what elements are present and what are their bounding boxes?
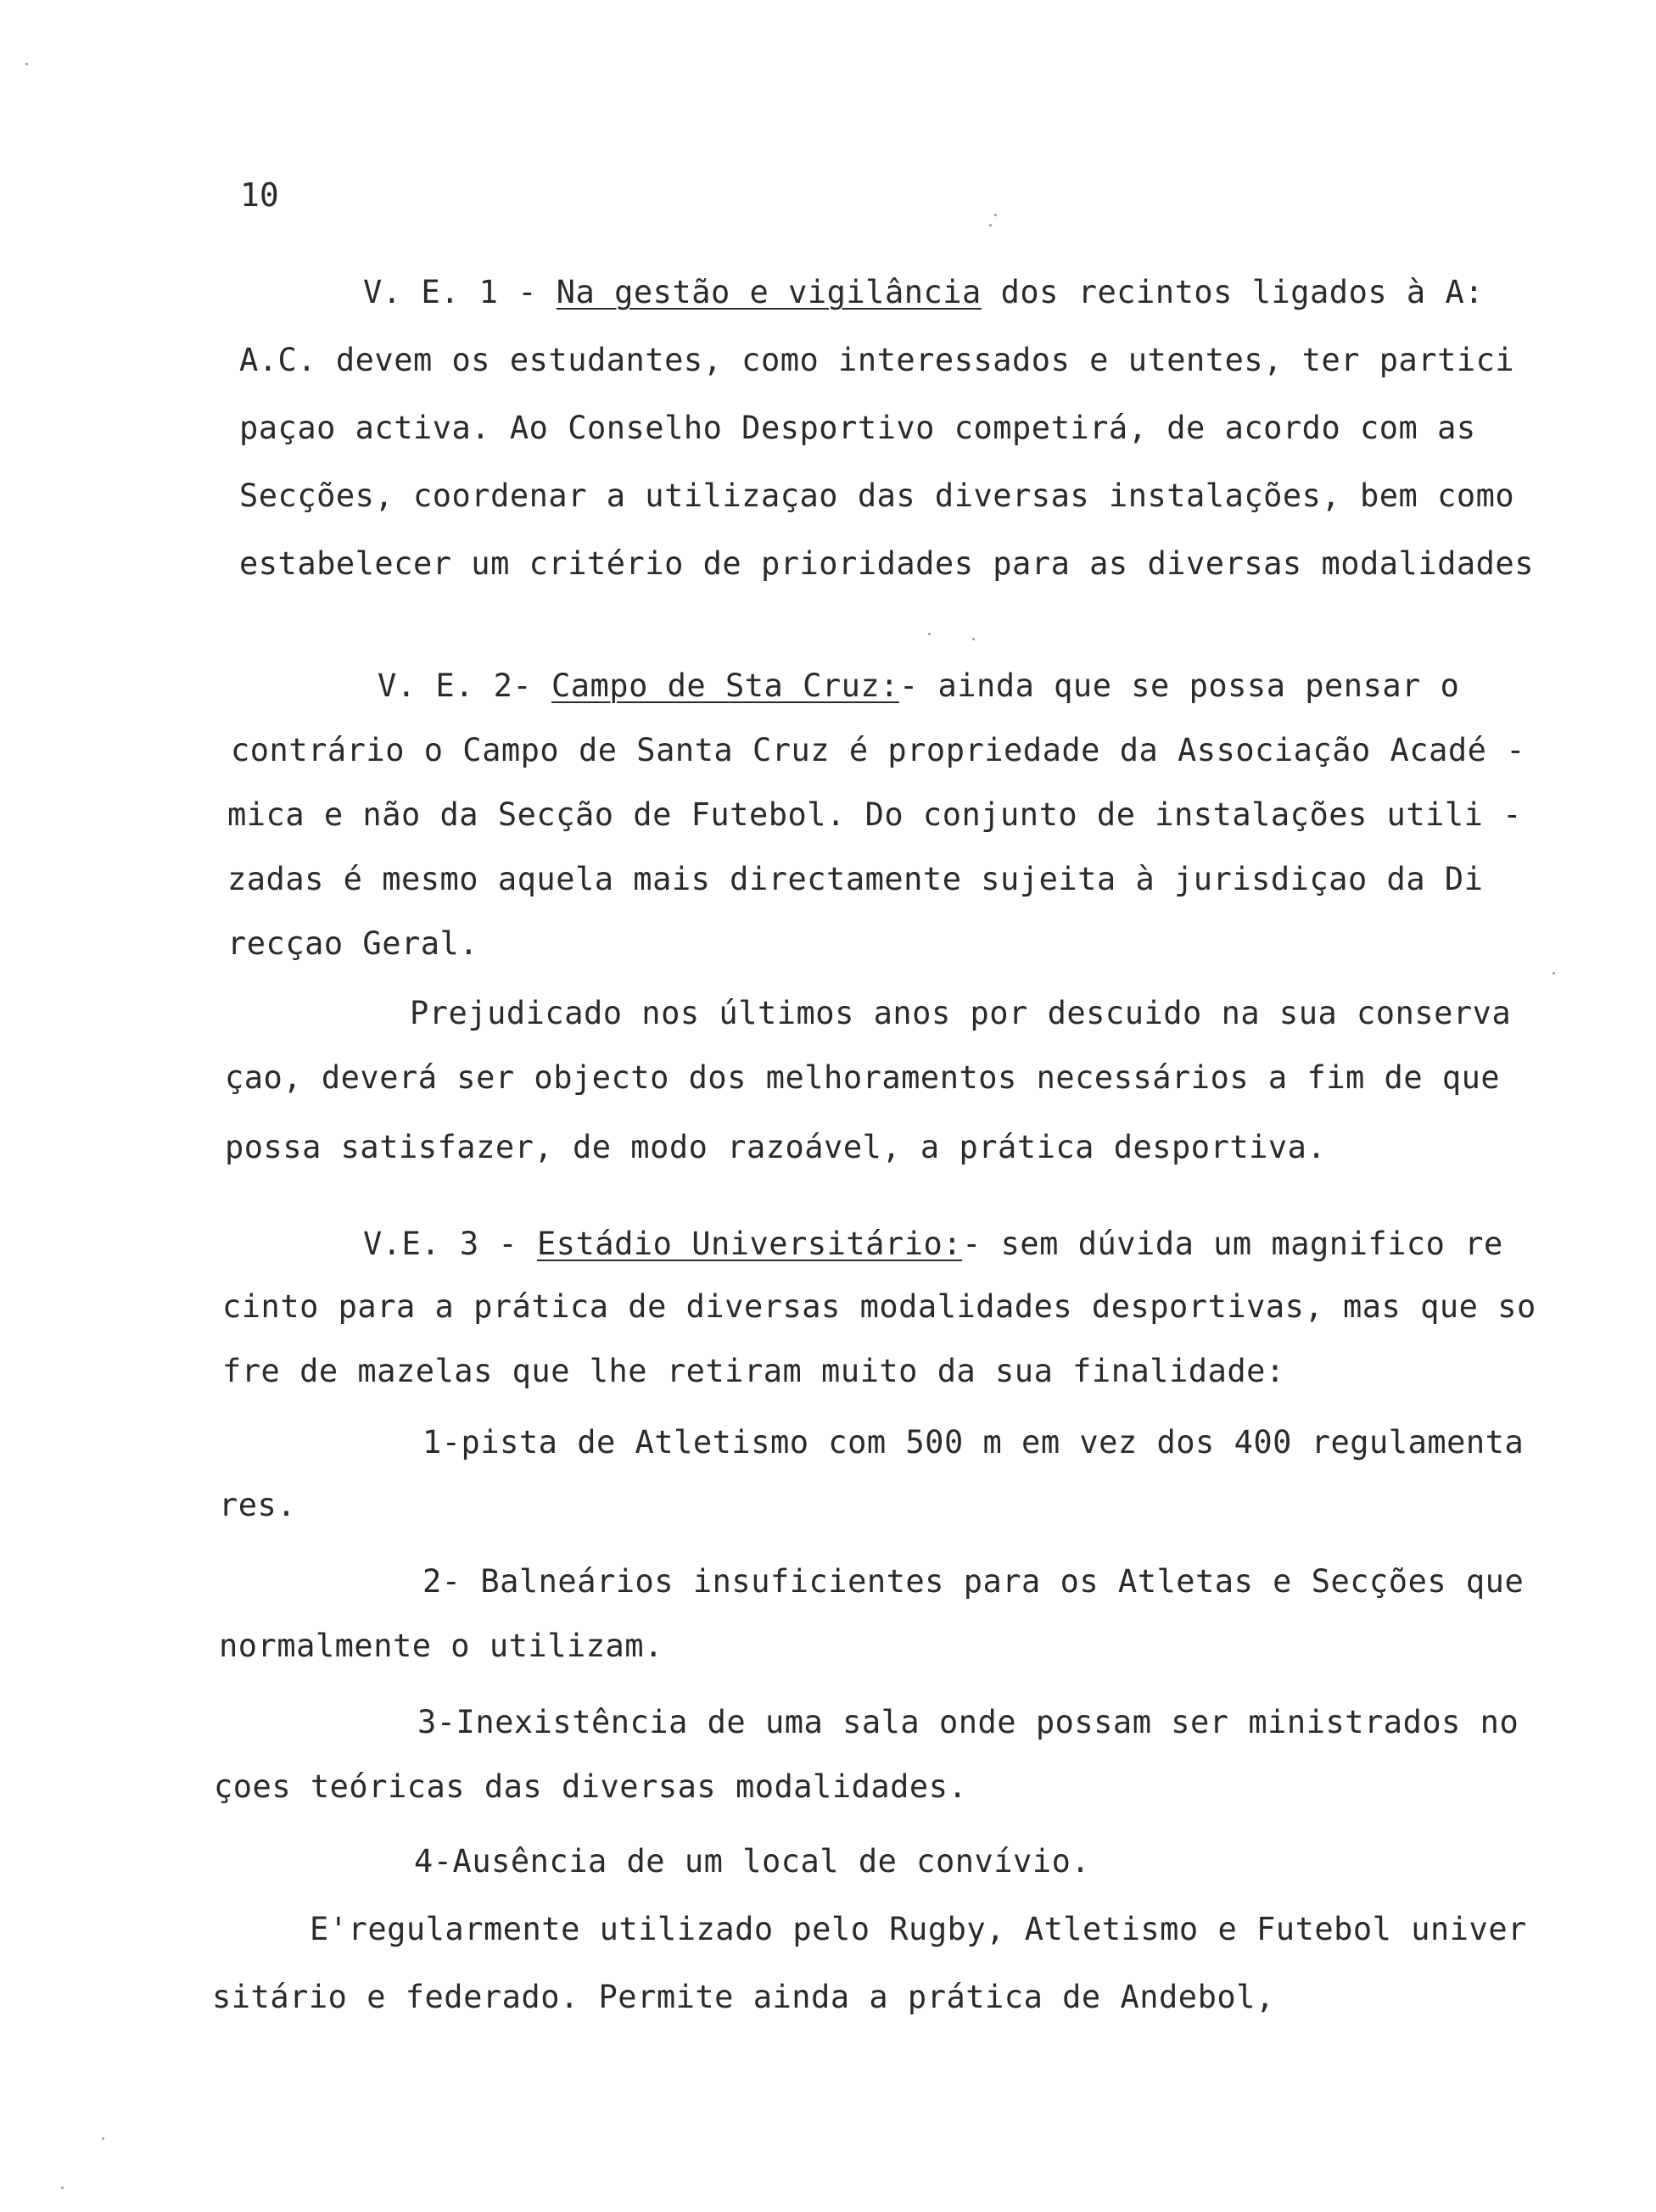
- ve2-line-2: contrário o Campo de Santa Cruz é propriedade da Associação Acadé -: [231, 732, 1525, 768]
- ve3-item-4: 4-Ausência de um local de convívio.: [414, 1843, 1091, 1880]
- ve2-line-1: [378, 668, 1460, 704]
- ve2-prefix: V. E. 2-: [378, 668, 551, 704]
- ve1-line-2: A.C. devem os estudantes, como interessados e utentes, ter partici: [239, 342, 1515, 378]
- scan-speck: [25, 63, 28, 65]
- ve3-heading: Estádio Universitário:: [536, 1226, 963, 1262]
- ve3-line-usage: E'regularmente utilizado pelo Rugby, Atletismo e Futebol univer: [310, 1911, 1527, 1947]
- ve3-item-3-cont: çoes teóricas das diversas modalidades.: [214, 1768, 968, 1805]
- ve3-line-1: [363, 1228, 1503, 1260]
- ve2-line-6: Prejudicado nos últimos anos por descuido na sua conserva: [410, 995, 1512, 1031]
- scan-speck: [61, 2187, 64, 2189]
- ve3-item-1: 1-pista de Atletismo com 500 m em vez dos 400 regulamenta: [422, 1424, 1525, 1461]
- ve3-item-2-cont: normalmente o utilizam.: [219, 1628, 663, 1664]
- ve2-line-8: possa satisfazer, de modo razoável, a prática desportiva.: [225, 1129, 1327, 1165]
- ve3-line-usage-cont: sitário e federado. Permite ainda a prática de Andebol,: [212, 1979, 1275, 2015]
- page-number: 10: [240, 176, 279, 214]
- ve1-line-5: estabelecer um critério de prioridades para as diversas modalidades: [239, 545, 1534, 582]
- ve2-rest: - ainda que se possa pensar o: [898, 668, 1460, 704]
- ve1-prefix: V. E. 1 -: [363, 274, 557, 310]
- ve2-heading: Campo de Sta Cruz:: [551, 668, 899, 704]
- ve1-line-4: Secções, coordenar a utilizaçao das diversas instalações, bem como: [239, 478, 1515, 514]
- ve3-item-2: 2- Balneários insuficientes para os Atletas e Secções que: [422, 1563, 1525, 1600]
- scan-speck: [989, 224, 992, 226]
- ve3-rest: - sem dúvida um magnifico re: [962, 1226, 1503, 1262]
- ve2-line-5: recçao Geral.: [227, 925, 479, 962]
- ve2-line-3: mica e não da Secção de Futebol. Do conjunto de instalações utili -: [227, 796, 1522, 833]
- ve3-line-3: fre de mazelas que lhe retiram muito da sua finalidade:: [222, 1353, 1285, 1389]
- scan-speck: [972, 638, 975, 640]
- scan-speck: [102, 2137, 104, 2140]
- ve1-line-1: [363, 276, 1484, 308]
- ve3-prefix: V.E. 3 -: [363, 1226, 537, 1262]
- ve3-line-2: cinto para a prática de diversas modalidades desportivas, mas que so: [222, 1288, 1536, 1325]
- scan-speck: [928, 633, 931, 635]
- ve2-line-7: çao, deverá ser objecto dos melhoramentos necessários a fim de que: [225, 1059, 1501, 1096]
- ve3-item-3: 3-Inexistência de uma sala onde possam ser ministrados no: [417, 1704, 1519, 1740]
- ve3-item-1-cont: res.: [219, 1487, 297, 1523]
- ve1-line-3: paçao activa. Ao Conselho Desportivo competirá, de acordo com as: [239, 410, 1476, 446]
- scan-speck: [994, 214, 997, 216]
- ve2-line-4: zadas é mesmo aquela mais directamente sujeita à jurisdiçao da Di: [227, 861, 1484, 897]
- ve1-rest: dos recintos ligados à A:: [981, 274, 1485, 310]
- ve1-heading: Na gestão e vigilância: [556, 274, 982, 310]
- scan-speck: [1552, 972, 1555, 975]
